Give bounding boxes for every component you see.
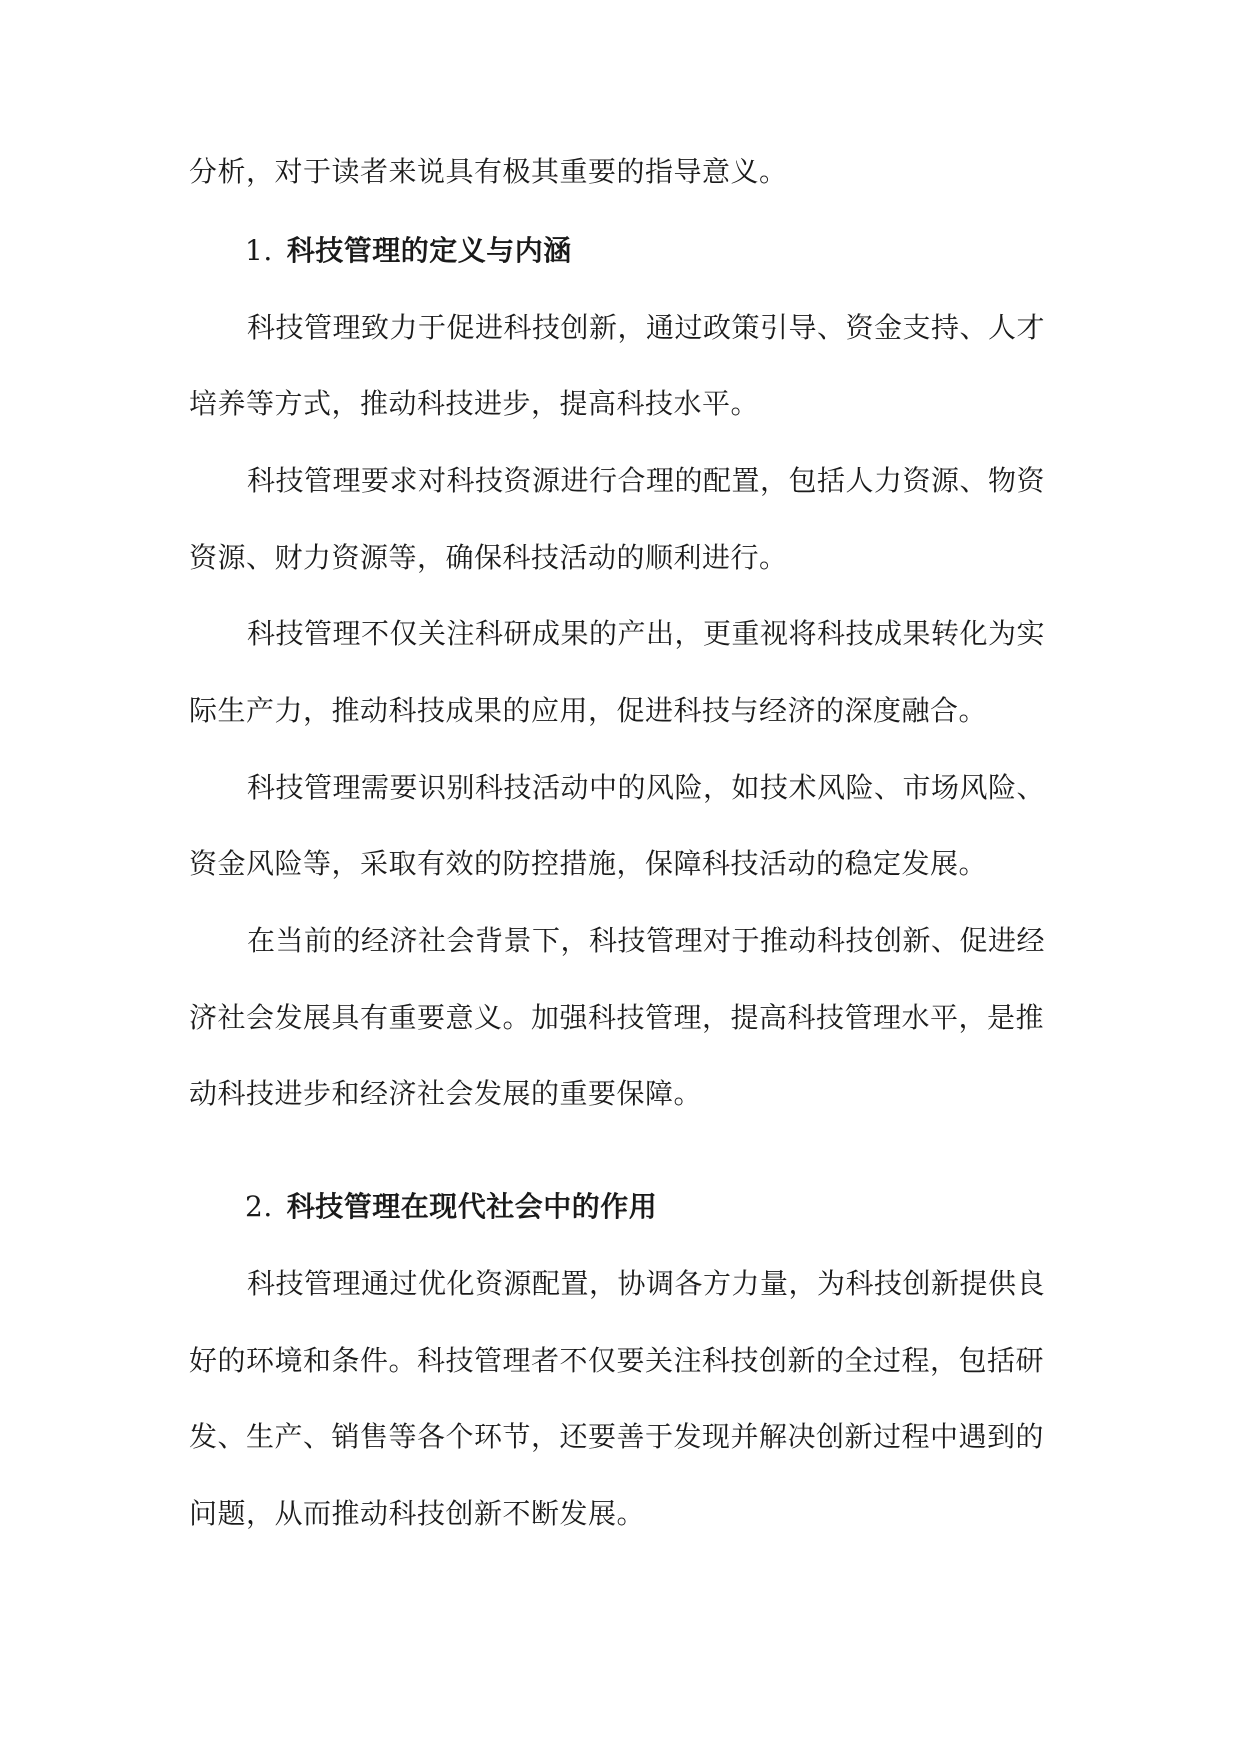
paragraph-4-line-1: 科技管理需要识别科技活动中的风险，如技术风险、市场风险、	[247, 771, 1046, 804]
section-1-number: 1.	[245, 234, 273, 267]
paragraph-5-line-1: 在当前的经济社会背景下，科技管理对于推动科技创新、促进经	[247, 924, 1046, 957]
paragraph-3-line-2: 际生产力，推动科技成果的应用，促进科技与经济的深度融合。	[189, 694, 988, 727]
section-2-number: 2.	[245, 1190, 273, 1223]
paragraph-5-line-3: 动科技进步和经济社会发展的重要保障。	[189, 1077, 703, 1110]
paragraph-1-line-2: 培养等方式，推动科技进步，提高科技水平。	[189, 387, 760, 420]
section-1-title: 科技管理的定义与内涵	[286, 234, 572, 267]
section-2-heading	[245, 1187, 657, 1227]
paragraph-6-line-1: 科技管理通过优化资源配置，协调各方力量，为科技创新提供良	[247, 1267, 1046, 1300]
paragraph-1-line-1: 科技管理致力于促进科技创新，通过政策引导、资金支持、人才	[247, 311, 1046, 344]
paragraph-2-line-2: 资源、财力资源等，确保科技活动的顺利进行。	[189, 541, 788, 574]
paragraph-6-line-3: 发、生产、销售等各个环节，还要善于发现并解决创新过程中遇到的	[189, 1420, 1045, 1453]
section-2-title: 科技管理在现代社会中的作用	[286, 1190, 658, 1223]
continuation-text: 分析，对于读者来说具有极其重要的指导意义。	[189, 155, 788, 188]
paragraph-5-line-2: 济社会发展具有重要意义。加强科技管理，提高科技管理水平，是推	[189, 1001, 1045, 1034]
paragraph-6-line-2: 好的环境和条件。科技管理者不仅要关注科技创新的全过程，包括研	[189, 1344, 1045, 1377]
paragraph-2-line-1: 科技管理要求对科技资源进行合理的配置，包括人力资源、物资	[247, 464, 1046, 497]
section-1-heading	[245, 231, 572, 271]
paragraph-6-line-4: 问题，从而推动科技创新不断发展。	[189, 1497, 646, 1530]
paragraph-3-line-1: 科技管理不仅关注科研成果的产出，更重视将科技成果转化为实	[247, 617, 1046, 650]
paragraph-4-line-2: 资金风险等，采取有效的防控措施，保障科技活动的稳定发展。	[189, 847, 988, 880]
